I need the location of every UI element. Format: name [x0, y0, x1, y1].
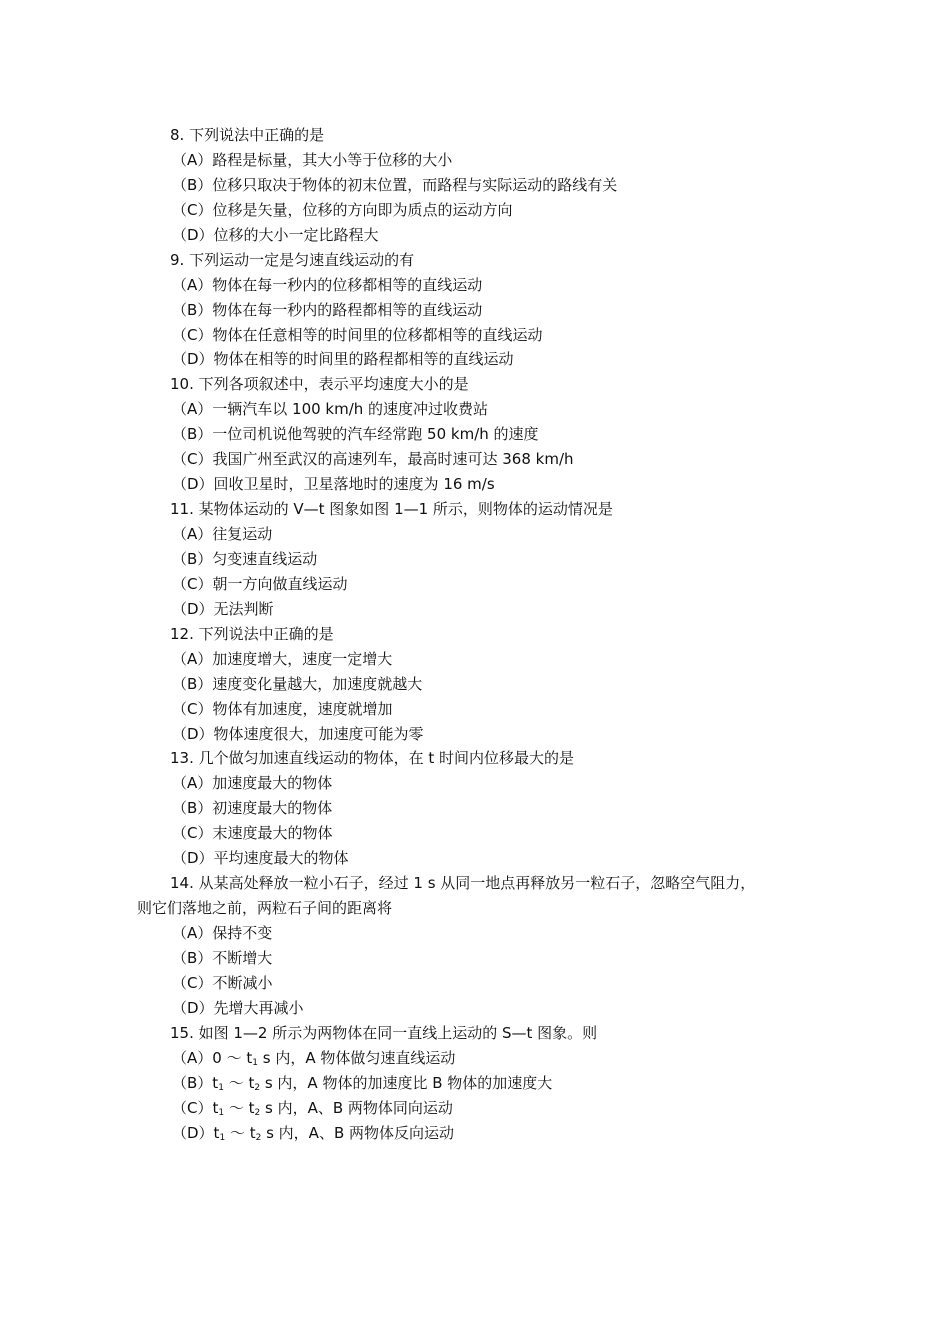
option-b — [0, 1071, 950, 1096]
option-text: s 内，A 物体做匀速直线运动 — [257, 1048, 456, 1067]
option-b: （B）不断增大 — [172, 948, 273, 967]
option-c: （C）位移是矢量，位移的方向即为质点的运动方向 — [172, 200, 513, 219]
option-text: （D）t — [172, 1123, 220, 1142]
question-stem-continuation: 则它们落地之前，两粒石子间的距离将 — [137, 899, 393, 918]
option-a: （A）加速度增大，速度一定增大 — [172, 649, 393, 668]
question-stem: 8. 下列说法中正确的是 — [170, 126, 325, 144]
option-c: （C）朝一方向做直线运动 — [172, 574, 348, 593]
subscript: 1 — [252, 1057, 258, 1068]
option-d: （D）位移的大小一定比路程大 — [172, 225, 379, 244]
question-10 — [0, 372, 950, 497]
option-text: s 内，A 物体的加速度比 B 物体的加速度大 — [260, 1073, 553, 1092]
question-stem: 12. 下列说法中正确的是 — [170, 624, 334, 643]
option-text: （B）t — [172, 1073, 219, 1092]
question-12 — [0, 622, 950, 747]
option-text: ～ t — [224, 1098, 255, 1117]
option-d — [0, 1121, 950, 1146]
option-d: （D）物体速度很大，加速度可能为零 — [172, 724, 424, 743]
question-stem: 10. 下列各项叙述中，表示平均速度大小的是 — [170, 375, 469, 394]
subscript: 2 — [254, 1082, 261, 1093]
option-c — [0, 1096, 950, 1121]
option-c: （C）我国广州至武汉的高速列车，最高时速可达 368 km/h — [172, 450, 574, 469]
question-stem: 9. 下列运动一定是匀速直线运动的有 — [170, 250, 415, 269]
option-b: （B）匀变速直线运动 — [172, 549, 318, 568]
question-14 — [0, 871, 950, 1021]
option-b: （B）位移只取决于物体的初末位置，而路程与实际运动的路线有关 — [172, 175, 618, 194]
option-a: （A）路程是标量，其大小等于位移的大小 — [172, 150, 453, 169]
option-c: （C）不断减小 — [172, 973, 273, 992]
option-text: ～ t — [223, 1073, 255, 1092]
question-9 — [0, 248, 950, 373]
option-c: （C）物体有加速度，速度就增加 — [172, 699, 393, 718]
question-stem: 13. 几个做匀加速直线运动的物体，在 t 时间内位移最大的是 — [170, 749, 575, 768]
subscript: 2 — [255, 1132, 262, 1143]
option-b: （B）一位司机说他驾驶的汽车经常跑 50 km/h 的速度 — [172, 425, 539, 444]
option-b: （B）速度变化量越大，加速度就越大 — [172, 674, 423, 693]
question-stem: 15. 如图 1—2 所示为两物体在同一直线上运动的 S—t 图象。则 — [170, 1023, 598, 1042]
option-text: s 内，A、B 两物体反向运动 — [261, 1123, 455, 1142]
question-13 — [0, 746, 950, 871]
option-text: （A）0 ～ t — [172, 1048, 253, 1067]
document-page — [0, 123, 950, 1145]
question-11 — [0, 497, 950, 622]
question-15 — [0, 1021, 950, 1146]
option-d: （D）无法判断 — [172, 599, 274, 618]
question-8 — [0, 123, 950, 248]
option-a: （A）往复运动 — [172, 525, 273, 543]
option-b: （B）初速度最大的物体 — [172, 799, 333, 818]
option-a: （A）物体在每一秒内的位移都相等的直线运动 — [172, 275, 483, 294]
option-a: （A）保持不变 — [172, 924, 273, 942]
option-a — [0, 1046, 950, 1071]
subscript: 2 — [254, 1107, 261, 1118]
option-text: ～ t — [225, 1123, 256, 1142]
subscript: 1 — [218, 1082, 224, 1093]
option-c: （C）末速度最大的物体 — [172, 824, 333, 843]
option-d: （D）平均速度最大的物体 — [172, 849, 349, 868]
option-text: （C）t — [172, 1098, 219, 1117]
option-d: （D）物体在相等的时间里的路程都相等的直线运动 — [172, 350, 514, 369]
option-b: （B）物体在每一秒内的路程都相等的直线运动 — [172, 300, 483, 319]
option-text: s 内，A、B 两物体同向运动 — [260, 1098, 453, 1117]
question-stem: 14. 从某高处释放一粒小石子，经过 1 s 从同一地点再释放另一粒石子，忽略空气阻力， — [170, 874, 756, 893]
option-a: （A）一辆汽车以 100 km/h 的速度冲过收费站 — [172, 400, 489, 419]
option-a: （A）加速度最大的物体 — [172, 774, 333, 793]
option-d: （D）回收卫星时，卫星落地时的速度为 16 m/s — [172, 475, 495, 494]
option-c: （C）物体在任意相等的时间里的位移都相等的直线运动 — [172, 325, 543, 344]
subscript: 1 — [219, 1132, 226, 1143]
subscript: 1 — [218, 1107, 225, 1118]
question-stem: 11. 某物体运动的 V—t 图象如图 1—1 所示，则物体的运动情况是 — [170, 500, 613, 519]
option-d: （D）先增大再减小 — [172, 998, 304, 1017]
